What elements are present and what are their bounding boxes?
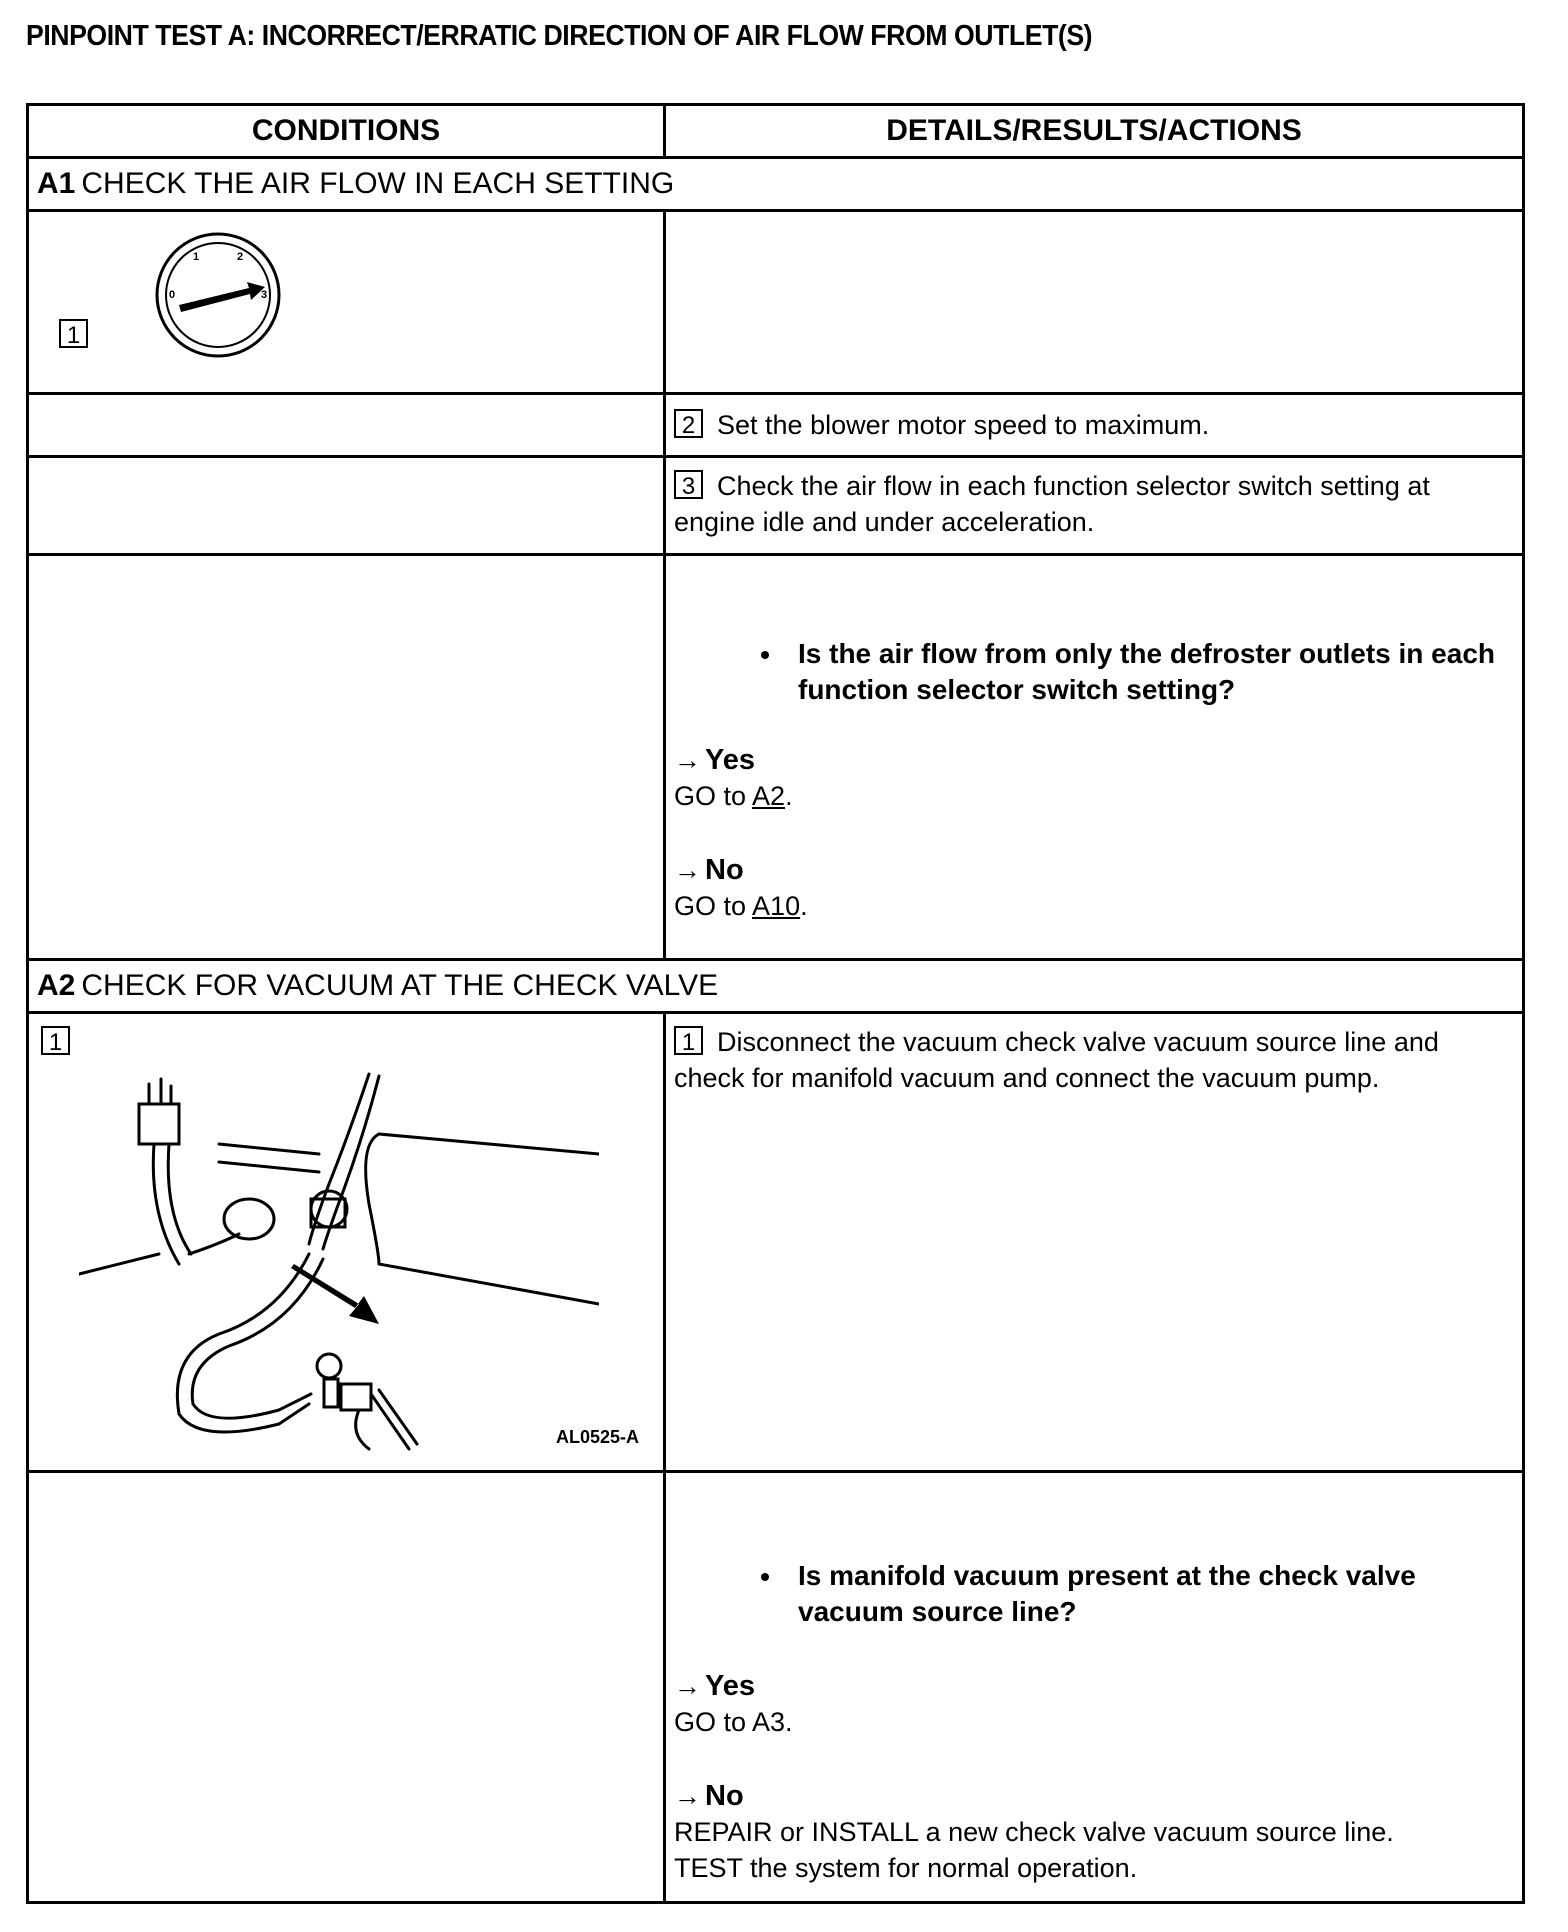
a1-step3-box: 3 [674,470,703,499]
dial-label-2: 2 [237,251,244,263]
a1-step2-condition [28,394,665,457]
electrical-connector [139,1104,179,1144]
a2-yes-block [674,1668,1514,1740]
dial-pointer-arrow [179,282,268,312]
dial-label-0: 0 [169,289,176,301]
a2-yes-arrow-icon: → [674,1671,701,1701]
a2-heading [28,960,1524,1013]
a2-no-action-2: TEST the system for normal operation. [674,1853,1138,1883]
a2-no-label: No [705,1780,744,1812]
a1-step3-text: Check the air flow in each function selector switch setting at engine idle and under acceleration. [674,471,1430,537]
a2-fig-step-box: 1 [41,1026,70,1055]
check-valve-body [224,1199,274,1239]
details-header: DETAILS/RESULTS/ACTIONS [665,105,1524,158]
a1-step3-row [28,457,1524,555]
a2-id: A2 [37,969,76,1002]
check-valve-tube [219,1144,319,1172]
a1-yes-arrow-icon: → [674,745,701,775]
conditions-header: CONDITIONS [28,105,665,158]
a1-id: A1 [37,167,76,200]
a1-yes-block [674,742,1514,814]
valve-fitting [311,1191,347,1227]
pinpoint-test-table [26,103,1525,1904]
a1-step2-box: 2 [674,409,703,438]
a1-yes-label: Yes [705,744,755,776]
a1-no-link[interactable]: A10 [752,891,801,921]
a2-no-arrow-icon: → [674,1781,701,1811]
a1-step3-details [665,457,1524,555]
a1-figure-cell [28,211,665,394]
a2-figure-cell [28,1013,665,1472]
a2-no-action-1: REPAIR or INSTALL a new check valve vacuum source line. [674,1817,1394,1847]
page-title: PINPOINT TEST A: INCORRECT/ERRATIC DIRECTION OF AIR FLOW FROM OUTLET(S) [26,20,1093,52]
a1-no-block [674,852,1514,924]
a1-yes-prefix: GO to [674,781,753,811]
base-line [79,1254,159,1274]
hose-vertical-b [323,1076,379,1249]
a1-yes-suffix: . [785,781,793,811]
a2-yes-action: GO to A3. [674,1707,793,1737]
a2-yes-label: Yes [705,1670,755,1702]
connector-hose [153,1144,191,1264]
a1-no-arrow-icon: → [674,855,701,885]
table-header-row [28,105,1524,158]
a2-step1-text: Disconnect the vacuum check valve vacuum source line and check for manifold vacuum and connect the vacuum pump. [674,1027,1439,1093]
hose-vertical-a [309,1074,369,1244]
a1-heading [28,158,1524,211]
a2-no-block [674,1778,1514,1886]
manifold-bottom [379,1264,599,1304]
a1-step2-row [28,394,1524,457]
a1-fig-step-box: 1 [59,319,88,348]
a1-result-condition [28,555,665,960]
a2-heading-row [28,960,1524,1013]
vacuum-check-valve-illustration [79,1054,599,1454]
a1-figure-row [28,211,1524,394]
a1-heading-text: CHECK THE AIR FLOW IN EACH SETTING [81,167,675,200]
a2-result-condition [28,1472,665,1903]
dial-label-3: 3 [261,289,268,301]
a1-result-details [665,555,1524,960]
a2-heading-text: CHECK FOR VACUUM AT THE CHECK VALVE [81,969,719,1002]
blower-dial-illustration [153,230,283,360]
pump-trigger [356,1410,369,1449]
a1-result-row [28,555,1524,960]
valve-hose [189,1234,239,1254]
a1-step2-details [665,394,1524,457]
a2-question [674,1558,1514,1630]
a1-yes-link[interactable]: A2 [752,781,786,811]
pump-body [341,1384,371,1410]
pump-gauge-stem [324,1379,338,1407]
pump-handle [371,1390,417,1449]
figure-code: AL0525-A [555,1427,639,1447]
a1-question-text: • Is the air flow from only the defroster outlets in each function selector switch setting? [784,636,1514,708]
manifold-top [379,1134,599,1154]
a2-result-details [665,1472,1524,1903]
a1-step3-condition [28,457,665,555]
a2-question-text: • Is manifold vacuum present at the check valve vacuum source line? [784,1558,1514,1630]
a1-no-suffix: . [800,891,808,921]
a2-step1-box: 1 [674,1026,703,1055]
a1-heading-row [28,158,1524,211]
pump-gauge [317,1354,341,1378]
dial-label-1: 1 [193,251,200,263]
a2-step1-details [665,1013,1524,1472]
a1-step2-text: Set the blower motor speed to maximum. [717,410,1210,440]
a1-question [674,636,1514,708]
a2-figure-row [28,1013,1524,1472]
pointer-arrow [291,1264,379,1324]
manifold-end [366,1134,379,1264]
a2-result-row [28,1472,1524,1903]
a1-figure-details [665,211,1524,394]
a1-no-label: No [705,854,744,886]
a1-no-prefix: GO to [674,891,753,921]
connector-pins [149,1079,171,1104]
